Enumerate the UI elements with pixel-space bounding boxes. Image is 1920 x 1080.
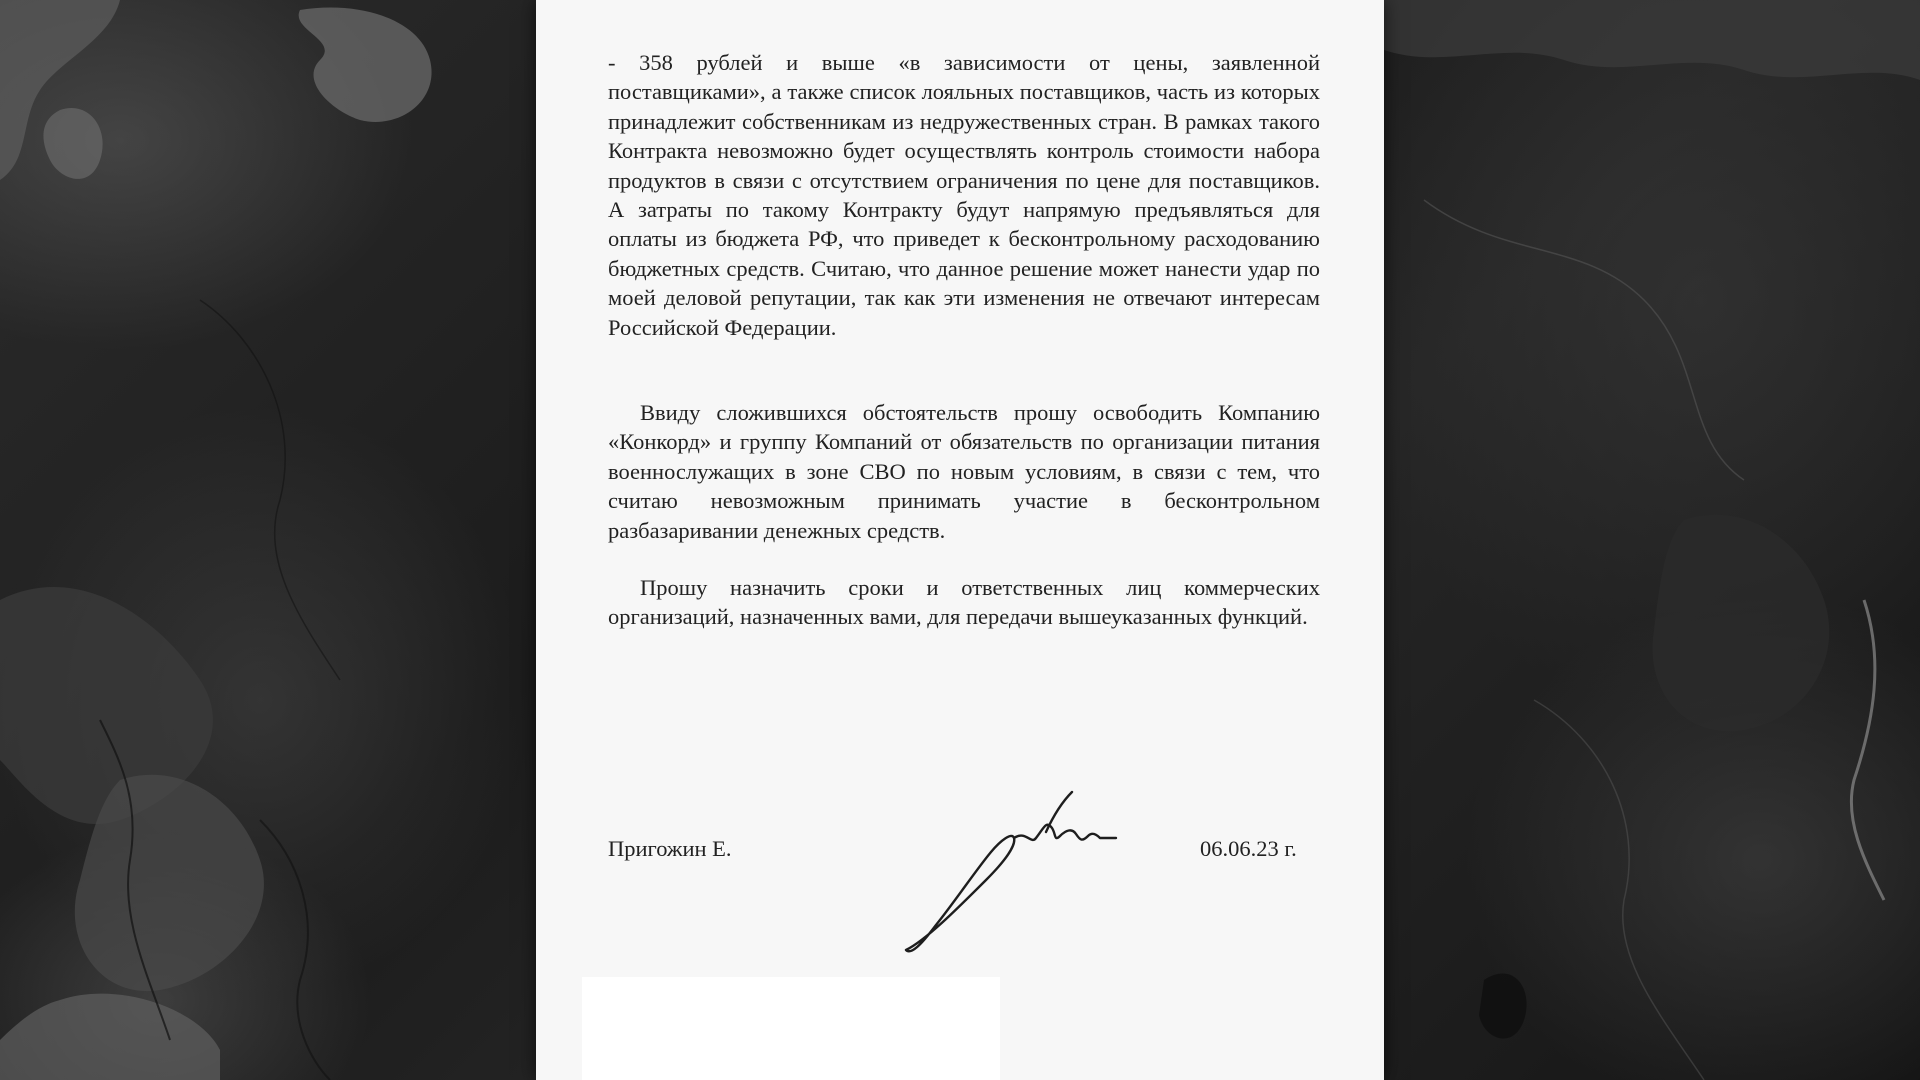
- letter-page: [536, 0, 1384, 1080]
- letter-paragraph-3: Прошу назначить сроки и ответственных лиц коммерческих организаций, назначенных вами, для передачи вышеуказанных функций.: [608, 575, 1320, 630]
- letter-paragraph-2: Ввиду сложившихся обстоятельств прошу освободить Компанию «Конкорд» и группу Компаний от обязательств по организации питания военнослужащих в зоне СВО по новым условиям, в связи с тем, что считаю невозможным принимать участие в бесконтрольном разбазаривании денежных средств.: [608, 400, 1320, 543]
- letter-paragraph-1: - 358 рублей и выше «в зависимости от цены, заявленной поставщиками», а также список лояльных поставщиков, часть из которых принадлежит собственникам из недружественных стран. В рамках такого Контракта невозможно будет осуществлять контроль стоимости набора продуктов в связи с отсутствием ограничения по цене для поставщиков. А затраты по такому Контракту будут напрямую предъявляться для оплаты из бюджета РФ, что приведет к бесконтрольному расходованию бюджетных средств. Считаю, что данное решение может нанести удар по моей деловой репутации, так как эти изменения не отвечают интересам Российской Федерации.: [608, 50, 1320, 340]
- background-map-left: [0, 0, 536, 1080]
- handwritten-signature: [896, 790, 1136, 960]
- redaction-box: [582, 977, 1000, 1080]
- signer-name: Пригожин Е.: [608, 836, 732, 861]
- background-map-right: [1384, 0, 1920, 1080]
- letter-date: 06.06.23 г.: [1200, 836, 1297, 861]
